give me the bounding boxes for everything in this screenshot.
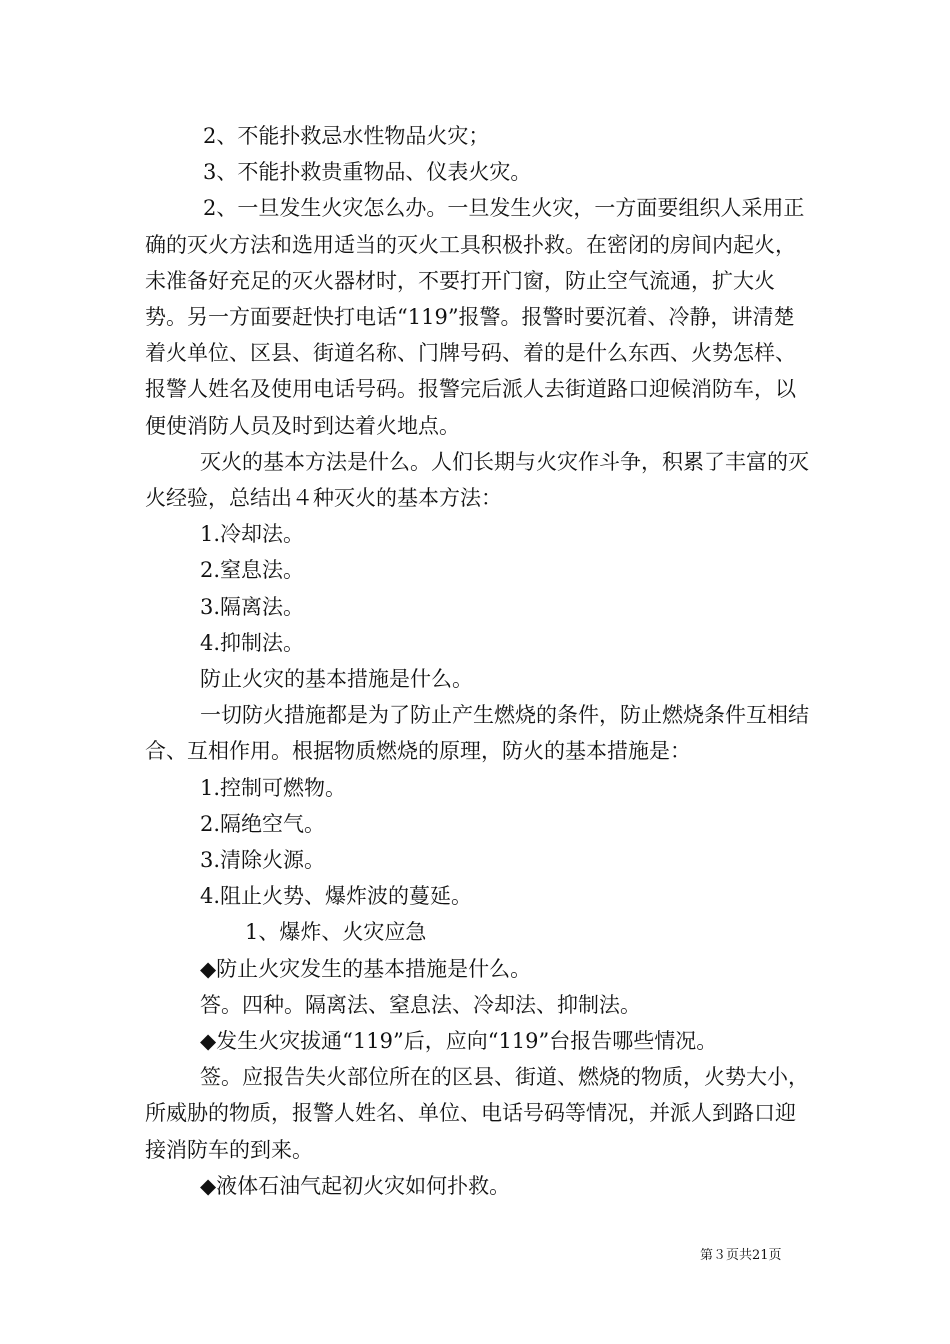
question: ◆发生火灾拔通“119”后，应向“119”台报告哪些情况。 [200, 1029, 718, 1054]
list-item: 2.隔绝空气。 [200, 811, 326, 836]
list-item: 2.窒息法。 [200, 558, 305, 583]
paragraph: 2、不能扑救忌水性物品火灾； [203, 124, 490, 148]
list-item: 1.控制可燃物。 [200, 775, 347, 800]
answer: 签。应报告失火部位所在的区县、街道、燃烧的物质，火势大小，所威胁的物质，报警人姓名、单位、电话号码等情况，并派人到路口迎接消防车的到来。 [145, 1065, 809, 1162]
list-item: 4.抑制法。 [200, 630, 305, 655]
page-number: 第３页共21页 [700, 1248, 782, 1263]
question: ◆防止火灾发生的基本措施是什么。 [200, 956, 532, 981]
answer: 答。四种。隔离法、窒息法、冷却法、抑制法。 [200, 992, 641, 1017]
list-item: 1.冷却法。 [200, 522, 305, 547]
paragraph: 防止火灾的基本措施是什么。 [200, 667, 473, 692]
paragraph: 2、一旦发生火灾怎么办。一旦发生火灾，一方面要组织人采用正确的灭火方法和选用适当的灭火工具积极扑救。在密闭的房间内起火，未准备好充足的灭火器材时，不要打开门窗，防止空气流通，扩大火势。另一方面要赶快打电话“119”报警。报警时要沉着、冷静，讲清楚着火单位、区县、街道名称、门牌号码、着的是什么东西、火势怎样、报警人姓名及使用电话号码。报警完后派人去街道路口迎候消防车，以便使消防人员及时到达着火地点。 [145, 196, 805, 438]
paragraph: 3、不能扑救贵重物品、仪表火灾。 [203, 160, 532, 185]
question: ◆液体石油气起初火灾如何扑救。 [200, 1173, 511, 1198]
document-body [145, 118, 810, 1204]
list-item: 3.清除火源。 [200, 848, 326, 873]
list-item: 4.阻止火势、爆炸波的蔓延。 [200, 884, 473, 909]
section-heading: 1、爆炸、火灾应急 [245, 920, 427, 945]
list-item: 3.隔离法。 [200, 594, 305, 619]
paragraph: 一切防火措施都是为了防止产生燃烧的条件，防止燃烧条件互相结合、互相作用。根据物质燃烧的原理，防火的基本措施是： [145, 703, 809, 764]
paragraph: 灭火的基本方法是什么。人们长期与火灾作斗争，积累了丰富的灭火经验，总结出４种灭火的基本方法： [145, 449, 809, 511]
